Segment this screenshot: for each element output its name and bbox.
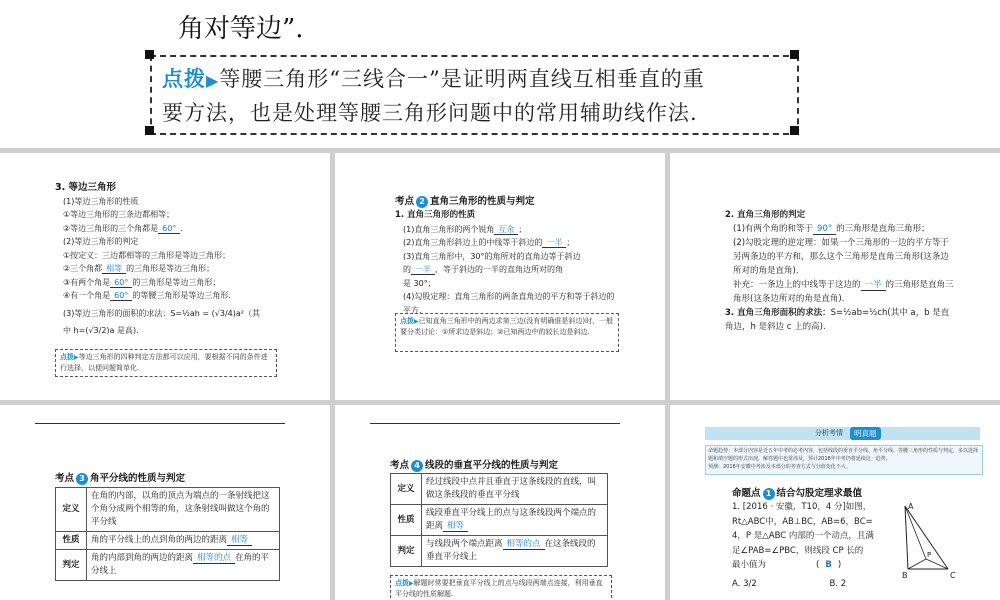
number-badge: 2: [416, 196, 428, 208]
hero-title: 角对等边”.: [178, 14, 304, 44]
topic-title: 命题点 1 结合勾股定理求最值: [732, 488, 863, 499]
text-line: (2)等边三角形的判定: [63, 237, 139, 246]
option-b[interactable]: B. 2: [829, 578, 847, 589]
tip-box: 点拨▶等边三角形的四种判定方法都可以应用，要根据不同的条件进行选择，以便问题简单化.: [55, 349, 277, 377]
question-line: 4，P 是△ABC 内部的一个动点，且满: [732, 531, 874, 541]
tip-label: 点拨: [60, 353, 74, 361]
property-table: [390, 473, 608, 567]
number-badge: 1: [763, 488, 775, 500]
section-title: 3. 等边三角形: [55, 182, 117, 193]
label-c: C: [950, 571, 956, 579]
question-line: Rt△ABC中，AB⊥BC，AB=6，BC=: [732, 516, 873, 527]
label-b: B: [902, 571, 908, 579]
tip-text: 已知直角三角形中的两边求第三边(没有明确谁是斜边)时，一般要分类讨论：①所求边是斜边；②已知两边中的较长边是斜边.: [400, 317, 614, 336]
text-line: 的 一半 ，等于斜边的一半的直角边所对的角: [403, 265, 563, 274]
question-line: 1. [2016 · 安徽，T10，4 分]如图，: [732, 502, 872, 512]
text-line: (3)直角三角形中，30°的角所对的直角边等于斜边: [403, 251, 581, 261]
hero-line-1: 等腰三角形“三线合一”是证明两直线互相垂直的重: [219, 67, 705, 91]
triangle-figure: [900, 501, 970, 579]
notice-box: [705, 445, 983, 475]
slide-exam-question[interactable]: [670, 405, 1000, 600]
text-line: (1)有两个角的和等于 90° 的三角形是直角三角形；: [733, 224, 930, 234]
table-row: [391, 474, 608, 505]
section-title: 考点 2 直角三角形的性质与判定: [395, 196, 535, 207]
option-a[interactable]: A. 3/2: [732, 578, 757, 589]
text-line: ①等边三角形的三条边都相等；: [63, 210, 175, 219]
number-badge: 3: [76, 473, 88, 485]
slide-right-triangle-criteria[interactable]: [670, 153, 1000, 400]
row-text: 线段垂直平分线上的点与这条线段两个端点的距离 相等: [422, 505, 608, 536]
answer-blank: 相等的点: [193, 553, 235, 564]
answer-blank: 90°: [813, 224, 836, 235]
row-head: 性质: [391, 505, 422, 536]
number-badge: 4: [411, 460, 423, 472]
triangle-right-icon: ▶: [206, 71, 220, 90]
text-line: ③有两个角是 60° 的三角形是等边三角形；: [63, 277, 221, 287]
answer-blank: 互余: [494, 225, 518, 235]
hero-tip-text: [162, 62, 792, 130]
text-line: ②等边三角形的三个角都是 60° .: [63, 223, 183, 233]
text-line: ④有一个角是 60° 的等腰三角形是等边三角形.: [63, 291, 231, 300]
label-p: P: [927, 551, 932, 559]
row-head: 判定: [56, 550, 87, 581]
slide-equilateral-triangle[interactable]: [0, 153, 330, 400]
section-title: 考点 3 角平分线的性质与判定: [55, 473, 186, 484]
answer-blank: 相等: [227, 535, 252, 546]
text-line: 补充：一条边上的中线等于这边的 一半 的三角形是直角三角形(这条边所对的角是直角).: [733, 280, 954, 304]
question-line: 足∠PAB=∠PBC，则线段 CP 长的: [732, 545, 864, 556]
tip-label: 点拨: [400, 317, 414, 325]
tip-label: 点拨: [395, 579, 409, 587]
edge-ab: [905, 506, 908, 569]
text-line: (2)勾股定理的逆定理：如果一个三角形的一边的平方等于另两条边的平方和，那么这个三角形是直角三角形(这条边所对的角是直角).: [733, 238, 950, 276]
hero-line-2: 要方法，也是处理等腰三角形问题中的常用辅助线作法.: [162, 101, 698, 125]
text-line: (3)等边三角形的面积的求法：S=½ah = (√3/4)a²（其: [63, 308, 260, 318]
banner-label: 分析考情: [815, 429, 843, 437]
tip-text: 解题时常要把垂直平分线上的点与线段两端点连接，利用垂直平分线的性质解题.: [395, 579, 603, 598]
label-a: A: [908, 502, 914, 511]
table-row: [56, 532, 280, 550]
banner-tag: 明真题: [850, 427, 881, 440]
table-row: [56, 550, 280, 581]
divider: [370, 423, 620, 424]
answer-blank: 相等的点: [503, 539, 545, 550]
text-line: 是 30°；: [403, 278, 436, 288]
answer-blank: 60°: [110, 291, 132, 301]
row-head: 性质: [56, 532, 87, 550]
text-line: (1)等边三角形的性质: [63, 196, 139, 206]
row-text: 角的平分线上的点到角的两边的距离 相等: [87, 532, 280, 550]
row-text: 与线段两个端点距离 相等的点 在这条线段的垂直平分线上: [422, 536, 608, 567]
corner-mark: [145, 50, 154, 59]
segment-bp: [908, 559, 926, 569]
section-title: 考点 4 线段的垂直平分线的性质与判定: [390, 460, 559, 471]
notice-text: 命题趋势：本部分内容是近五年中考的必考内容，包括线段的垂直平分线、角平分线、等腰三角形的性质与判定，多以选择题和填空题的形式出现，解答题中也常涉及，预计2018年中考仍将延续这一趋势。: [708, 448, 979, 462]
subsection-title: 1. 直角三角形的性质: [395, 210, 476, 220]
row-text: 角的内部到角的两边的距离 相等的点 在角的平分线上: [87, 550, 280, 581]
table-row: [56, 488, 280, 532]
corner-mark: [790, 50, 799, 59]
row-head: 定义: [56, 488, 87, 532]
slide-angle-bisector[interactable]: [0, 405, 330, 600]
tip-text: 等边三角形的四种判定方法都可以应用，要根据不同的条件进行选择，以便问题简单化.: [60, 353, 268, 372]
row-text: 经过线段中点并且垂直于这条线段的直线，叫做这条线段的垂直平分线: [422, 474, 608, 505]
answer-blank: 相等: [443, 521, 468, 532]
question-line: 最小值为 ( B ): [732, 560, 842, 570]
property-table: [55, 487, 280, 581]
row-head: 判定: [391, 536, 422, 567]
text-line: (4)勾股定理：直角三角形的两条直角边的平方和等于斜边的平方.: [403, 292, 615, 315]
answer: B: [825, 560, 832, 570]
tip-box: 点拨▶解题时常要把垂直平分线上的点与线段两端点连接，利用垂直平分线的性质解题.: [390, 575, 612, 600]
answer-blank: 60°: [110, 278, 132, 288]
answer-blank: 一半: [542, 238, 566, 248]
subsection-title: 2. 直角三角形的判定: [725, 210, 806, 220]
banner: [705, 427, 980, 440]
slide-right-triangle-properties[interactable]: [335, 153, 665, 400]
text-line: ②三个角都 相等 的三角形是等边三角形；: [63, 264, 215, 273]
divider: [35, 423, 285, 424]
answer-blank: 相等: [102, 264, 126, 274]
answer-blank: 一半: [411, 265, 435, 275]
table-row: [391, 505, 608, 536]
text-line: ①按定义：三边都相等的三角形是等边三角形；: [63, 250, 231, 260]
row-text: 在角的内部，以角的顶点为端点的一条射线把这个角分成两个相等的角，这条射线叫做这个角的平分线: [87, 488, 280, 532]
row-head: 定义: [391, 474, 422, 505]
tip-box: 点拨▶已知直角三角形中的两边求第三边(没有明确谁是斜边)时，一般要分类讨论：①所求边是斜边；②已知两边中的较长边是斜边.: [395, 313, 619, 352]
corner-mark: [145, 126, 154, 135]
text-line: (2)直角三角形斜边上的中线等于斜边的 一半 ；: [403, 238, 575, 247]
tip-label: 点拨: [162, 66, 206, 91]
slide-perpendicular-bisector[interactable]: [335, 405, 665, 600]
answer-blank: 60°: [158, 224, 180, 234]
notice-text: 预测：2018年安徽中考涉及本部分的考查方式与分值变化不大。: [708, 464, 851, 470]
answer-blank: 一半: [861, 280, 886, 291]
table-row: [391, 536, 608, 567]
text-line: 中 h=(√3/2)a 是高).: [63, 326, 139, 335]
options-line: [732, 577, 907, 592]
text-line: 3. 直角三角形面积的求法：S=½ab=½ch(其中 a，b 是直角边，h 是斜边 c 上的高).: [725, 308, 950, 332]
text-line: (1)直角三角形的两个锐角 互余 ；: [403, 224, 527, 234]
